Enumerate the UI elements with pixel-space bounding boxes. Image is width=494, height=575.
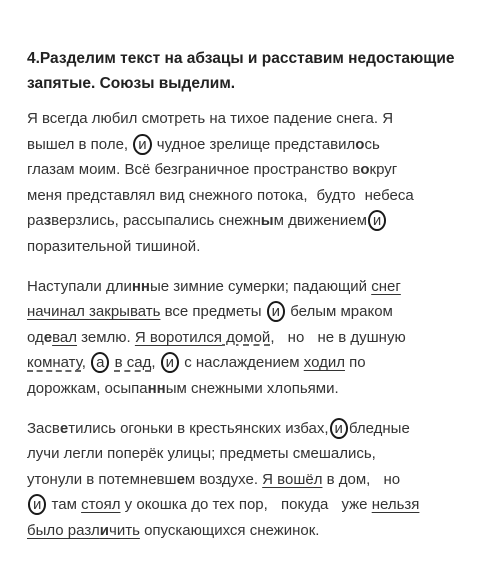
highlighted-letter: е bbox=[176, 470, 185, 488]
highlighted-letter: е bbox=[43, 328, 53, 346]
text-line bbox=[27, 376, 477, 402]
text-line bbox=[27, 299, 477, 325]
text-line bbox=[27, 518, 477, 544]
text-segment: небеса bbox=[364, 186, 414, 204]
circled-conjunction: но bbox=[383, 470, 401, 488]
text-line bbox=[27, 416, 477, 442]
highlighted-letter: з bbox=[43, 212, 52, 230]
underlined-word: чить bbox=[109, 521, 140, 539]
text-line bbox=[27, 441, 477, 467]
text-segment: , bbox=[81, 354, 91, 372]
circled-conjunction: будто bbox=[316, 186, 356, 204]
text-segment: , bbox=[270, 328, 279, 346]
underlined-word: снег bbox=[371, 277, 401, 295]
text-segment: круг bbox=[369, 161, 398, 179]
text-segment: сь bbox=[364, 135, 380, 153]
exercise-title: 4.Разделим текст на абзацы и расставим недостающие запятые. Союзы выделим. bbox=[27, 50, 455, 92]
text-line bbox=[27, 492, 477, 518]
text-segment: бледные bbox=[348, 419, 410, 437]
highlighted-letter: нн bbox=[147, 379, 166, 397]
text-segment: белым мраком bbox=[286, 303, 393, 321]
circled-conjunction: а bbox=[91, 352, 109, 373]
paragraph bbox=[27, 274, 477, 402]
text-line bbox=[27, 183, 477, 209]
underlined-word: комнату bbox=[27, 354, 82, 372]
circled-conjunction: и bbox=[267, 301, 285, 322]
highlighted-letter: ы bbox=[260, 212, 274, 230]
circled-conjunction: но bbox=[287, 328, 305, 346]
text-segment: ые зимние сумерки; падающий bbox=[150, 277, 372, 295]
underlined-word: Я вошёл bbox=[262, 470, 323, 488]
underlined-word: начинал закрывать bbox=[27, 303, 161, 321]
text-segment: опускающихся снежинок. bbox=[139, 521, 320, 539]
text-segment: землю. bbox=[77, 328, 135, 346]
text-line bbox=[27, 467, 477, 493]
text-line bbox=[27, 234, 477, 260]
circled-conjunction: и bbox=[161, 352, 179, 373]
text-segment: верзлись, рассыпались снежн bbox=[51, 212, 261, 230]
text-segment: все предметы bbox=[160, 303, 266, 321]
highlighted-letter: о bbox=[360, 161, 370, 179]
underlined-word: стоял bbox=[81, 496, 121, 514]
text-segment: , bbox=[151, 354, 160, 372]
text-segment: Наступали дли bbox=[27, 277, 132, 295]
text-segment: тились огоньки в крестьянских избах, bbox=[68, 419, 329, 437]
text-segment: поразительной тишиной. bbox=[27, 237, 201, 255]
text-segment: вышел в поле, bbox=[27, 135, 133, 153]
text-line bbox=[27, 274, 477, 300]
underlined-word: Я воротился bbox=[134, 328, 223, 346]
text-segment: глазам моим. Всё безграничное пространство в bbox=[27, 161, 361, 179]
highlighted-letter: о bbox=[355, 135, 365, 153]
underlined-word: было разл bbox=[27, 521, 100, 539]
underlined-word: и bbox=[99, 521, 110, 539]
text-segment: дорожкам, осыпа bbox=[27, 379, 148, 397]
text-segment: Я всегда любил смотреть на тихое падение снега. Я bbox=[27, 110, 394, 127]
text-segment: с наслаждением bbox=[180, 354, 304, 372]
underlined-word: ходил bbox=[303, 354, 345, 372]
text-line bbox=[27, 325, 477, 351]
underlined-word: вал bbox=[52, 328, 78, 346]
paragraph bbox=[27, 416, 477, 544]
underlined-word: домой bbox=[222, 328, 271, 346]
text-segment: Засв bbox=[27, 419, 60, 437]
text-segment: м воздухе. bbox=[184, 470, 263, 488]
text-segment: м движением bbox=[273, 212, 367, 230]
text-segment: чудное зрелище представил bbox=[152, 135, 356, 153]
circled-conjunction: покуда bbox=[281, 496, 329, 514]
underlined-word: в сад bbox=[114, 354, 152, 372]
text-segment: ра bbox=[27, 212, 44, 230]
text-line bbox=[27, 208, 477, 234]
highlighted-letter: нн bbox=[131, 277, 150, 295]
text-segment: од bbox=[27, 328, 44, 346]
circled-conjunction: и bbox=[330, 418, 348, 439]
text-segment: в дом, bbox=[322, 470, 375, 488]
circled-conjunction: и bbox=[133, 134, 151, 155]
text-segment: уже bbox=[337, 496, 372, 514]
text-line bbox=[27, 106, 477, 132]
text-segment: по bbox=[344, 354, 366, 372]
text-line bbox=[27, 350, 477, 376]
exercise-text bbox=[27, 106, 477, 544]
text-segment: не в душную bbox=[313, 328, 406, 346]
circled-conjunction: и bbox=[368, 210, 386, 231]
text-segment: меня представлял вид снежного потока, bbox=[27, 186, 308, 204]
circled-conjunction: и bbox=[28, 494, 46, 515]
text-segment: ым снежными хлопьями. bbox=[165, 379, 339, 397]
text-segment: утонули в потемневш bbox=[27, 470, 177, 488]
text-line bbox=[27, 157, 477, 183]
text-segment: у окошка до тех пор, bbox=[120, 496, 272, 514]
paragraph bbox=[27, 106, 477, 260]
underlined-word: нельзя bbox=[371, 496, 420, 514]
text-segment: лучи легли поперёк улицы; предметы смешались, bbox=[27, 445, 376, 463]
document bbox=[27, 46, 477, 558]
highlighted-letter: е bbox=[59, 419, 69, 437]
text-segment: там bbox=[47, 496, 82, 514]
text-line bbox=[27, 132, 477, 158]
